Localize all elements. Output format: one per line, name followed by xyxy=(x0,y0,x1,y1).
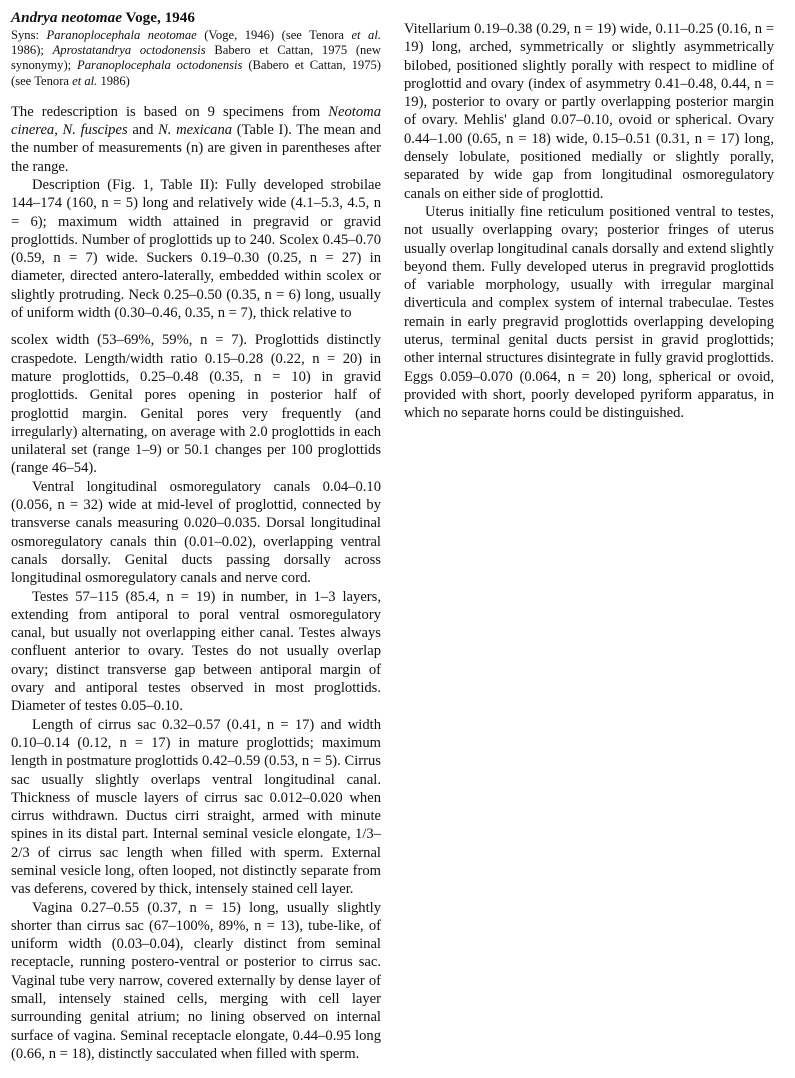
synonym-name: Paranoplocephala neotomae xyxy=(46,28,197,42)
vagina-paragraph: Vagina 0.27–0.55 (0.37, n = 15) long, usually slightly shorter than cirrus sac (67–100%, 89%, n = 13), tube-like, of uniform width (0.03–0.04), clearly distinct from seminal receptacle, running postero-ventral or posterior to cirrus sac. Vaginal tube very narrow, covered externally by dense layer of small, intensely stained cells, merging with cell layer surrounding genital atrium; no lining observed on internal surface of vagina. Seminal receptacle elongate, 0.44–0.95 long (0.66, n = 18), distinctly sacculated when filled with sperm. xyxy=(11,899,381,1062)
uterus-paragraph: Uterus initially fine reticulum positioned ventral to testes, not usually overlapping ovary; posterior fringes of uterus usually overlap longitudinal canals dorsally and extend slightly beyond them. Fully developed uterus in pregravid proglottids of variable morphology, usually with irregular marginal diverticula and complex system of internal trabeculae. Testes remain in early pregravid proglottids overlapping developing uterus, terminal genital ducts persist in gravid proglottids; other internal structures disintegrate in fully gravid proglottids. Eggs 0.059–0.070 (0.064, n = 20) long, spherical or ovoid, provided with short, poorly developed pyriform apparatus, in which no separate horns could be distinguished. xyxy=(404,203,774,422)
osmoregulatory-paragraph: Ventral longitudinal osmoregulatory canals 0.04–0.10 (0.056, n = 32) wide at mid-level of proglottid, connected by transverse canals measuring 0.020–0.035. Dorsal longitudinal osmoregulatory canals thin (0.01–0.02), overlapping ventral canals dorsally. Genital ducts passing dorsally across longitudinal osmoregulatory canals and nerve cord. xyxy=(11,478,381,587)
species-heading xyxy=(11,8,381,27)
synonym-text: (Voge, 1946) (see Tenora xyxy=(196,28,352,42)
host-species: N. fuscipes xyxy=(62,122,128,139)
description-paragraph: Description (Fig. 1, Table II): Fully developed strobilae 144–174 (160, n = 5) long and relatively wide (4.1–5.3, 4.5, n = 6); maximum width attained in pregravid or gravid proglottids. Number of proglottids up to 240. Scolex 0.45–0.70 (0.59, n = 7) wide. Suckers 0.19–0.30 (0.25, n = 27) in diameter, directed antero-laterally, embedded within scolex or slightly protruding. Neck 0.25–0.50 (0.35, n = 6) long, usually of uniform width (0.30–0.46, 0.35, n = 7), thick relative to xyxy=(11,177,381,322)
line-gap xyxy=(11,322,381,331)
intro-text: and xyxy=(127,122,159,139)
host-species: N. mexicana xyxy=(158,122,233,139)
intro-text: The redescription is based on 9 specimens from xyxy=(11,103,329,120)
synonyms-label: Syns: xyxy=(11,28,47,42)
right-column xyxy=(404,20,774,423)
synonym-text: (Babero et Cattan, 1975) (see Tenora xyxy=(11,58,381,88)
synonym-text: 1986) xyxy=(97,73,130,88)
left-column xyxy=(11,8,381,1063)
testes-paragraph: Testes 57–115 (85.4, n = 19) in number, in 1–3 layers, extending from antiporal to poral ventral osmoregulatory canal, but usually not overlapping either canal. Testes always confluent anterior to ovary. Testes do not usually overlap ovary; distinct transverse gap between antiporal margin of ovary and antiporal testes observed in most proglottids. Diameter of testes 0.05–0.10. xyxy=(11,588,381,715)
synonym-text: 1986); xyxy=(11,43,53,58)
intro-text: (Table I). The mean and the number of measurements (n) are given in parentheses after the range. xyxy=(11,122,381,175)
intro-text: , xyxy=(54,122,63,139)
synonym-text: Babero et Cattan, 1975 (new synonymy); xyxy=(11,43,381,73)
citation-et-al: et al. xyxy=(72,73,98,88)
synonyms-list xyxy=(11,28,381,89)
species-name: Andrya neotomae xyxy=(11,9,122,26)
host-species: Neotoma cinerea xyxy=(11,103,381,139)
species-authority: Voge, 1946 xyxy=(121,9,195,26)
citation-et-al: et al. xyxy=(351,28,382,42)
synonym-name: Paranoplocephala octodonensis xyxy=(77,58,243,73)
intro-paragraph xyxy=(11,103,381,176)
synonym-name: Aprostatandrya octodonensis xyxy=(52,43,206,58)
cirrus-paragraph: Length of cirrus sac 0.32–0.57 (0.41, n = 17) and width 0.10–0.14 (0.12, n = 17) in mature proglottids; maximum length in postmature proglottids 0.42–0.59 (0.53, n = 5). Cirrus sac usually slightly overlaps ventral longitudinal canal. Thickness of muscle layers of cirrus sac 0.012–0.020 when cirrus withdrawn. Ductus cirri straight, armed with minute spines in its distal part. Internal seminal vesicle elongate, 1/3–2/3 of cirrus sac length when filled with sperm. External seminal vesicle long, often looped, not distinctly separate from vas deferens, covered by thick, intensely stained cell layer. xyxy=(11,716,381,898)
vitellarium-paragraph: Vitellarium 0.19–0.38 (0.29, n = 19) wide, 0.11–0.25 (0.16, n = 19) long, arched, symmetrically or slightly asymmetrically bilobed, positioned slightly porally with respect to midline of proglottid and ovary (index of asymmetry 0.41–0.48, 0.44, n = 19), posterior to ovary or partly overlapping posterior margin of ovary. Mehlis' gland 0.07–0.10, ovoid or spherical. Ovary 0.44–1.00 (0.65, n = 18) wide, 0.15–0.51 (0.31, n = 17) long, densely lobulate, positioned medially or slightly porally, separated by wide gap from longitudinal osmoregulatory canals on either side of proglottid. xyxy=(404,21,774,202)
description-continued-paragraph: scolex width (53–69%, 59%, n = 7). Proglottids distinctly craspedote. Length/width ratio 0.15–0.28 (0.22, n = 20) in mature proglottids, 0.25–0.48 (0.35, n = 10) in gravid proglottids. Genital pores opening in posterior half of proglottid margin. Genital pores very frequently (and irregularly) alternating, on average with 2.0 proglottids in each unilateral set (range 1–9) or 50.1 changes per 100 proglottids (range 46–54). xyxy=(11,332,381,477)
